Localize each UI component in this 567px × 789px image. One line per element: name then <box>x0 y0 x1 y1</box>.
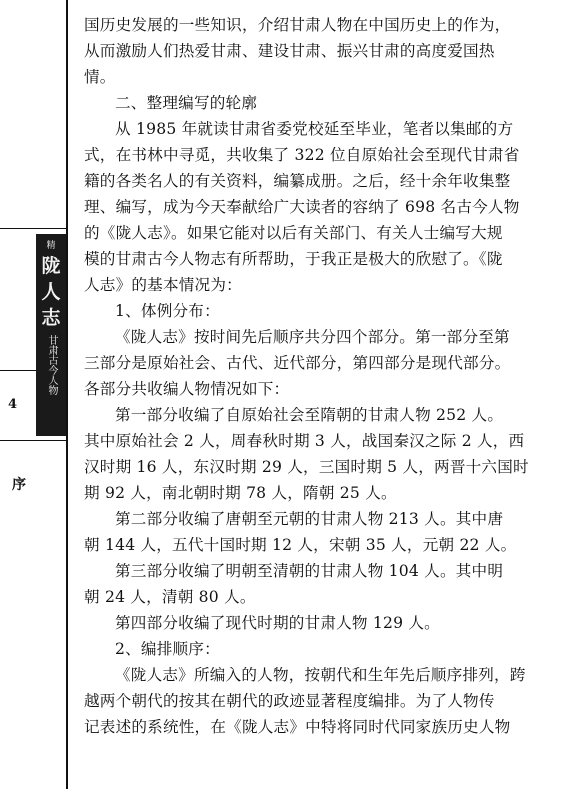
page-number: 4 <box>8 397 18 412</box>
left-margin <box>0 0 66 789</box>
tab-char-3: 志 <box>41 307 61 329</box>
text-line: 第四部分收编了现代时期的甘肃人物 129 人。 <box>115 614 440 632</box>
text-line: 的《陇人志》。如果它能对以后有关部门、有关人士编写大规 <box>84 224 503 242</box>
text-line: 第一部分收编了自原始社会至隋朝的甘肃人物 252 人。 <box>115 406 504 424</box>
margin-rule-bottom <box>0 440 66 441</box>
margin-divider <box>66 0 68 789</box>
text-line: 国历史发展的一些知识，介绍甘肃人物在中国历史上的作为， <box>84 16 511 34</box>
margin-rule-top <box>0 228 66 229</box>
text-line: 式，在书林中寻觅，共收集了 322 位自原始社会至现代甘肃省 <box>84 146 520 164</box>
text-line: 越两个朝代的按其在朝代的政迹显著程度编排。为了人物传 <box>84 692 495 710</box>
subsection-heading: 2、编排顺序： <box>115 640 220 658</box>
text-line: 各部分共收编人物情况如下： <box>84 380 290 398</box>
book-title-tab <box>36 234 66 436</box>
text-line: 籍的各类名人的有关资料，编纂成册。之后，经十余年收集整 <box>84 172 511 190</box>
text-line: 《陇人志》所编入的人物，按朝代和生年先后顺序排列，跨 <box>115 666 526 684</box>
tab-small-char: 精 <box>46 241 56 251</box>
subsection-heading: 1、体例分布： <box>115 302 220 320</box>
body-text <box>84 12 554 740</box>
section-label: 序 <box>12 477 26 493</box>
tab-char-1: 陇 <box>41 255 61 277</box>
text-line: 汉时期 16 人，东汉时期 29 人，三国时期 5 人，两晋十六国时 <box>84 458 529 476</box>
text-line: 其中原始社会 2 人，周春秋时期 3 人，战国秦汉之际 2 人，西 <box>84 432 525 450</box>
text-line: 记表述的系统性，在《陇人志》中特将同时代同家族历史人物 <box>84 718 511 736</box>
text-line: 情。 <box>84 68 116 86</box>
text-line: 第三部分收编了明朝至清朝的甘肃人物 104 人。其中明 <box>115 562 504 580</box>
tab-char-2: 人 <box>41 281 61 303</box>
text-line: 《陇人志》按时间先后顺序共分四个部分。第一部分至第 <box>115 328 510 346</box>
text-line: 朝 144 人，五代十国时期 12 人，宋朝 35 人，元朝 22 人。 <box>84 536 517 554</box>
text-line: 第二部分收编了唐朝至元朝的甘肃人物 213 人。其中唐 <box>115 510 504 528</box>
tab-subtitle: 甘肃古今人物 <box>46 335 57 395</box>
text-line: 朝 24 人，清朝 80 人。 <box>84 588 256 606</box>
text-line: 三部分是原始社会、古代、近代部分，第四部分是现代部分。 <box>84 354 511 372</box>
text-line: 从而激励人们热爱甘肃、建设甘肃、振兴甘肃的高度爱国热 <box>84 42 495 60</box>
text-line: 理、编写，成为今天奉献给广大读者的容纳了 698 名古今人物 <box>84 198 520 216</box>
text-line: 期 92 人，南北朝时期 78 人，隋朝 25 人。 <box>84 484 397 502</box>
text-line: 人志》的基本情况为： <box>84 276 242 294</box>
text-line: 从 1985 年就读甘肃省委党校延至毕业，笔者以集邮的方 <box>115 120 514 138</box>
text-line: 模的甘肃古今人物志有所帮助，于我正是极大的欣慰了。《陇 <box>84 250 503 268</box>
section-heading: 二、整理编写的轮廓 <box>115 94 258 112</box>
